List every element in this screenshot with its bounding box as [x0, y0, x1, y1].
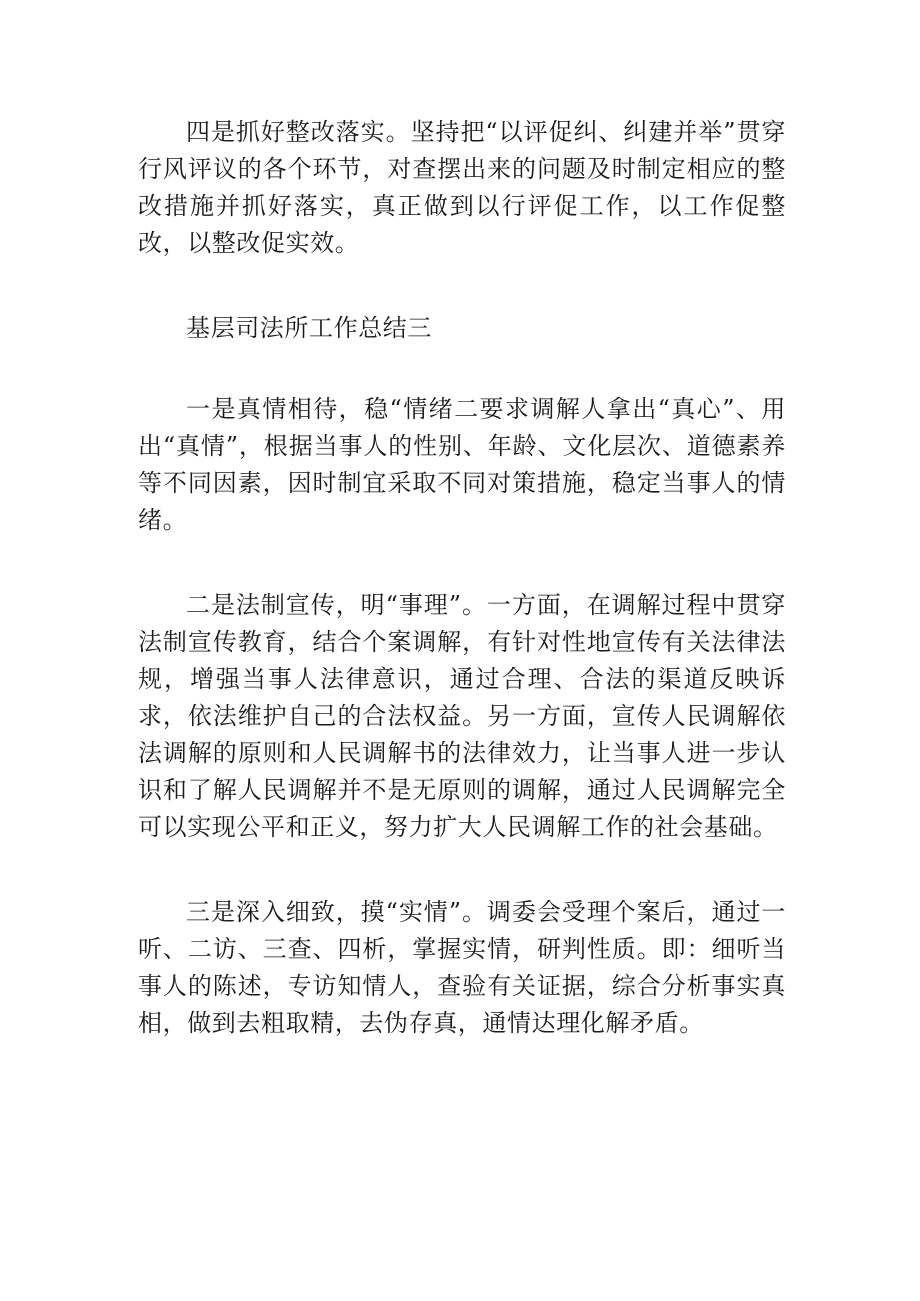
paragraph-sincerity: 一是真情相待，稳“情绪二要求调解人拿出“真心”、用出“真情”，根据当事人的性别、年龄、文化层次、道德素养等不同因素，因时制宜采取不同对策措施，稳定当事人的情绪。	[138, 395, 786, 534]
section-heading: 基层司法所工作总结三	[186, 314, 432, 342]
paragraph-investigation: 三是深入细致，摸“实情”。调委会受理个案后，通过一听、二访、三查、四析，掌握实情，研判性质。即：细听当事人的陈述，专访知情人，查验有关证据，综合分析事实真相，做到去粗取精，去伪存真，通情达理化解矛盾。	[138, 898, 786, 1037]
paragraph-rectification: 四是抓好整改落实。坚持把“以评促纠、纠建并举”贯穿行风评议的各个环节，对查摆出来的问题及时制定相应的整改措施并抓好落实，真正做到以行评促工作，以工作促整改，以整改促实效。	[138, 118, 786, 257]
paragraph-legal-publicity: 二是法制宣传，明“事理”。一方面，在调解过程中贯穿法制宣传教育，结合个案调解，有针对性地宣传有关法律法规，增强当事人法律意识，通过合理、合法的渠道反映诉求，依法维护自己的合法权益。另一方面，宣传人民调解依法调解的原则和人民调解书的法律效力，让当事人进一步认识和了解人民调解并不是无原则的调解，通过人民调解完全可以实现公平和正义，努力扩大人民调解工作的社会基础。	[138, 591, 786, 841]
document-body	[138, 114, 786, 1042]
